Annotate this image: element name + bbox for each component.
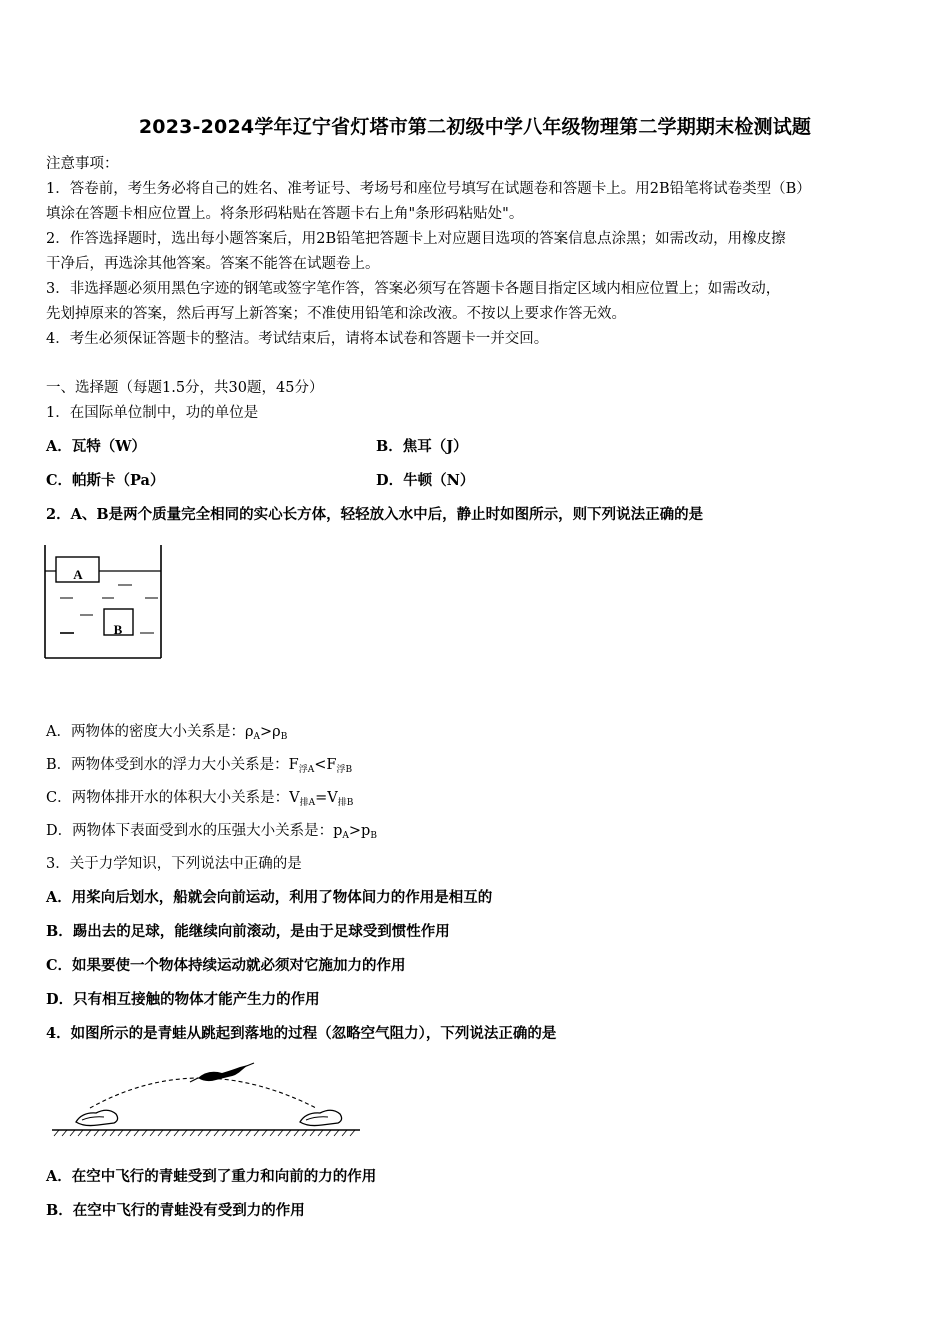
notice-line-4: 干净后，再选涂其他答案。答案不能答在试题卷上。 (46, 256, 380, 272)
notice-line-6: 先划掉原来的答案，然后再写上新答案；不准使用铅笔和涂改液。不按以上要求作答无效。 (46, 306, 626, 322)
q3-option-d: D．只有相互接触的物体才能产生力的作用 (46, 991, 320, 1008)
figure-label-b: B (113, 622, 123, 637)
notice-line-2: 填涂在答题卡相应位置上。将条形码粘贴在答题卡右上角"条形码粘贴处"。 (46, 206, 524, 222)
q1-option-a: A．瓦特（W） (46, 438, 147, 455)
notice-line-5: 3．非选择题必须用黑色字迹的钢笔或签字笔作答，答案必须写在答题卡各题目指定区域内相应位置上；如需改动， (46, 281, 781, 297)
q2-option-d: D．两物体下表面受到水的压强大小关系是：$p_A>p_B$ (46, 823, 377, 841)
q4-stem: 4．如图所示的是青蛙从跳起到落地的过程（忽略空气阻力），下列说法正确的是 (46, 1025, 557, 1042)
section-heading: 一、选择题（每题1.5分，共30题，45分） (46, 380, 324, 396)
q1-option-c: C．帕斯卡（Pa） (46, 472, 165, 489)
q3-option-c: C．如果要使一个物体持续运动就必须对它施加力的作用 (46, 957, 406, 974)
q2-water-container-figure (40, 540, 170, 665)
figure-label-a: A (73, 567, 83, 582)
q4-option-a: A．在空中飞行的青蛙受到了重力和向前的力的作用 (46, 1168, 377, 1185)
notice-line-7: 4．考生必须保证答题卡的整洁。考试结束后，请将本试卷和答题卡一并交回。 (46, 331, 549, 347)
q3-option-a: A．用桨向后划水，船就会向前运动，利用了物体间力的作用是相互的 (46, 889, 493, 906)
q1-stem: 1．在国际单位制中，功的单位是 (46, 405, 259, 421)
q4-frog-jump-figure (48, 1060, 363, 1142)
q3-option-b: B．踢出去的足球，能继续向前滚动，是由于足球受到惯性作用 (46, 923, 450, 940)
exam-title: 2023-2024学年辽宁省灯塔市第二初级中学八年级物理第二学期期末检测试题 (138, 116, 812, 138)
q4-option-b: B．在空中飞行的青蛙没有受到力的作用 (46, 1202, 305, 1219)
q3-stem: 3．关于力学知识，下列说法中正确的是 (46, 856, 302, 872)
q2-option-c: C．两物体排开水的体积大小关系是：$V_{排A}=V_{排B}$ (46, 790, 354, 808)
q2-option-b: B．两物体受到水的浮力大小关系是：$F_{浮A}<F_{浮B}$ (46, 757, 353, 775)
q2-option-a: A．两物体的密度大小关系是：$\rho_A>\rho_B$ (46, 724, 288, 742)
q1-option-d: D．牛顿（N） (376, 472, 475, 489)
notice-line-3: 2．作答选择题时，选出每小题答案后，用2B铅笔把答题卡上对应题目选项的答案信息点涂黑；如需改动，用橡皮擦 (46, 231, 786, 247)
q1-option-b: B．焦耳（J） (376, 438, 468, 455)
q2-stem: 2．A、B是两个质量完全相同的实心长方体，轻轻放入水中后，静止时如图所示，则下列说法正确的是 (46, 506, 704, 523)
notice-line-1: 1．答卷前，考生务必将自己的姓名、准考证号、考场号和座位号填写在试题卷和答题卡上。用2B铅笔将试卷类型（B） (46, 181, 811, 197)
notice-heading: 注意事项： (46, 156, 119, 172)
